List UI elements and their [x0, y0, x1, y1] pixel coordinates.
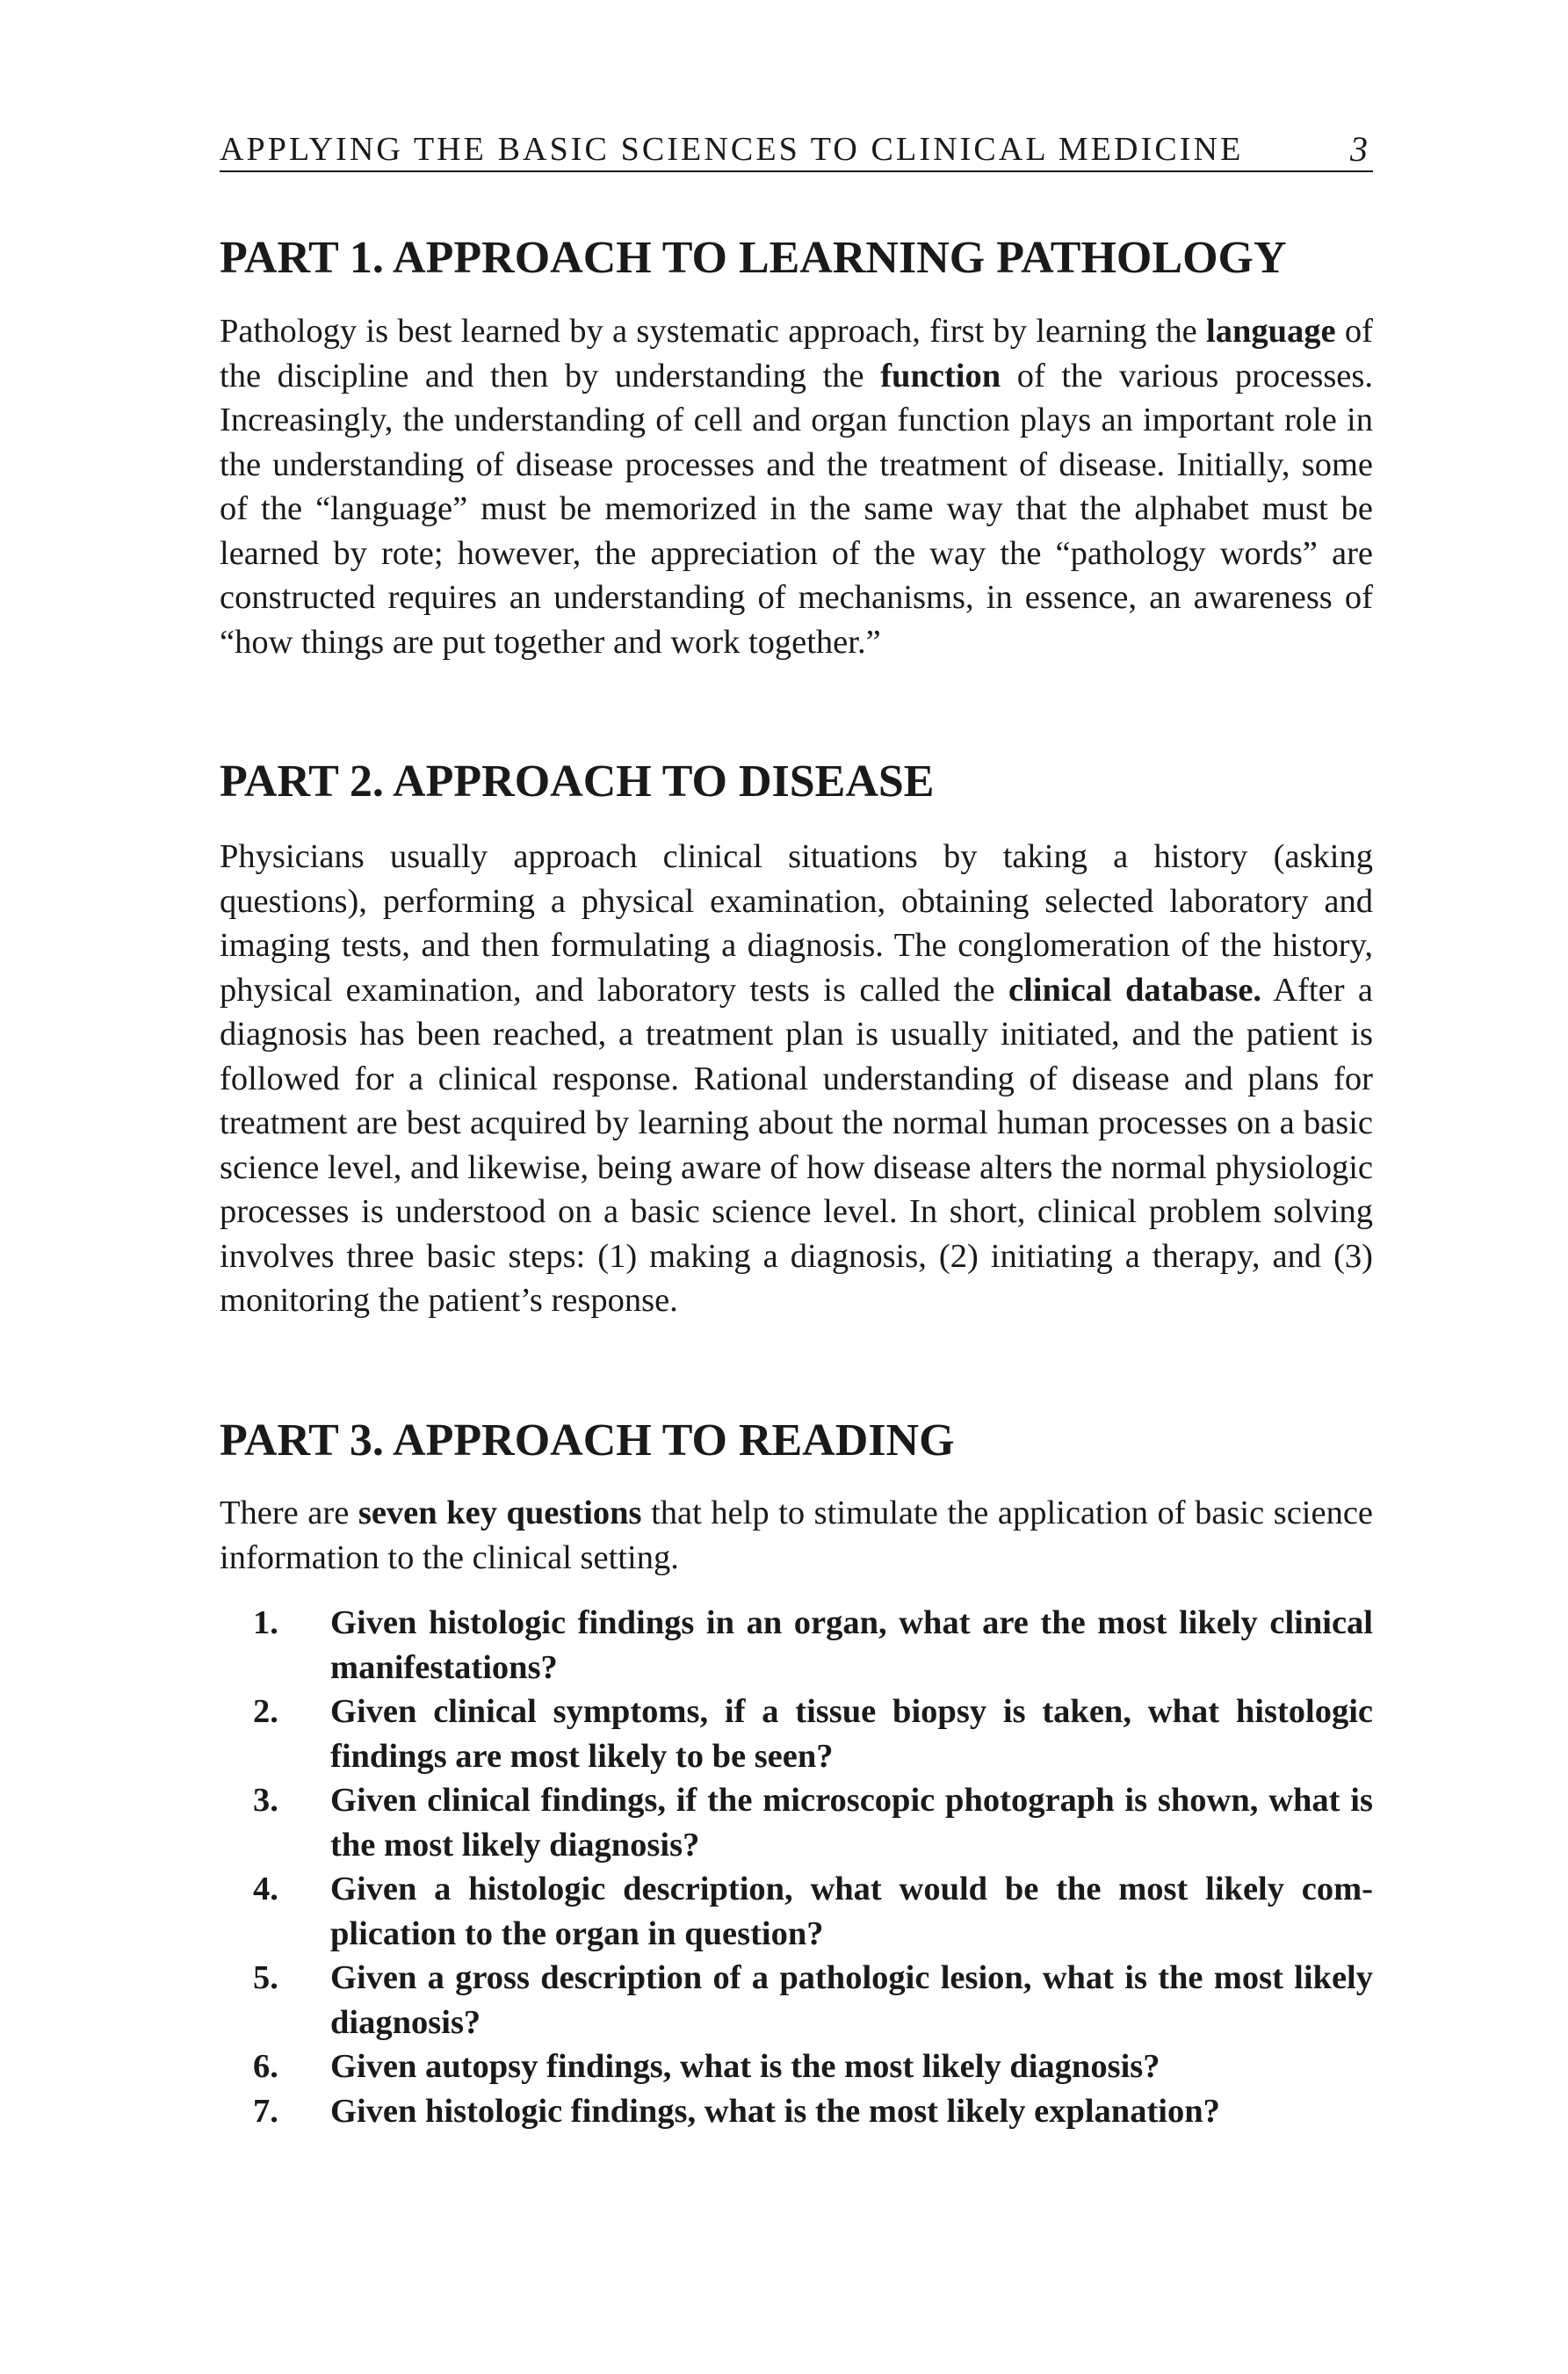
- question-number: 3.: [253, 1782, 278, 1819]
- question-text: Given clinical findings, if the microscopic photograph is shown, what is the most likely diagnosis?: [330, 1782, 1373, 1864]
- part3-paragraph: [220, 1491, 1373, 1580]
- key-questions-list: [220, 1601, 1373, 2133]
- list-item: [220, 1601, 1373, 1690]
- question-text: Given a histologic description, what would be the most likely complication to the organ in question?: [330, 1871, 1373, 1952]
- question-text: Given autopsy findings, what is the most likely diagnosis?: [330, 2048, 1160, 2085]
- part1-paragraph: [220, 309, 1373, 664]
- part2-heading: PART 2. APPROACH TO DISEASE: [220, 756, 935, 807]
- list-item: [220, 2089, 1373, 2134]
- part1-heading: PART 1. APPROACH TO LEARNING PATHOLOGY: [220, 233, 1287, 283]
- question-number: 5.: [253, 1959, 278, 1996]
- part2-paragraph: [220, 835, 1373, 1323]
- question-number: 1.: [253, 1604, 278, 1641]
- part1-text-3: of the various processes. Increasingly, the understanding of cell and organ function plays an important role in the understanding of disease processes and the treatment of disease. Initially, some of the “language” must be memorized in the same way that the alphabet must be learned by rote; however, the appreciation of the way the “pathology words” are constructed requires an understanding of mechanisms, in essence, an awareness of “how things are put together and work together.”: [220, 357, 1373, 661]
- part3-text-1: There are: [220, 1495, 358, 1531]
- list-item: [220, 1778, 1373, 1867]
- part1-text-2: of the discipline and then by understanding the: [220, 313, 1373, 394]
- question-number: 6.: [253, 2048, 278, 2085]
- list-item: [220, 1956, 1373, 2045]
- question-text: Given histologic findings in an organ, what are the most likely clinical manifestations?: [330, 1604, 1373, 1686]
- part3-heading: PART 3. APPROACH TO READING: [220, 1415, 955, 1466]
- term-language: language: [1206, 313, 1336, 350]
- list-item: [220, 2045, 1373, 2089]
- part3-text-2: that help to stimulate the application of basic science information to the clinical setting.: [220, 1495, 1373, 1576]
- question-text: Given a gross description of a pathologic lesion, what is the most likely diagnosis?: [330, 1959, 1373, 2041]
- part2-text-1: Physicians usually approach clinical situations by taking a history (asking questions), performing a physical examination, obtaining selected laboratory and imaging tests, and then formulating a diagnosis. The conglomeration of the history, physical examination, and laboratory tests is called the: [220, 838, 1373, 1009]
- running-head-title: APPLYING THE BASIC SCIENCES TO CLINICAL MEDICINE: [220, 131, 1244, 168]
- running-head: [220, 128, 1373, 172]
- term-function: function: [880, 357, 1001, 394]
- question-text: Given histologic findings, what is the most likely explanation?: [330, 2092, 1220, 2130]
- question-number: 2.: [253, 1693, 278, 1730]
- list-item: [220, 1690, 1373, 1778]
- part1-text-1: Pathology is best learned by a systematic approach, first by learning the: [220, 313, 1207, 350]
- term-clinical-database: clinical database.: [1008, 971, 1262, 1009]
- page-number: 3: [1350, 129, 1368, 169]
- question-number: 7.: [253, 2092, 278, 2130]
- question-text: Given clinical symptoms, if a tissue biopsy is taken, what histologic findings are most likely to be seen?: [330, 1693, 1373, 1775]
- question-number: 4.: [253, 1871, 278, 1907]
- part2-text-2: After a diagnosis has been reached, a treatment plan is usually initiated, and the patient is followed for a clinical response. Rational understanding of disease and plans for treatment are best acquired by learning about the normal human processes on a basic science level, and likewise, being aware of how disease alters the normal physiologic processes is understood on a basic science level. In short, clinical problem solving involves three basic steps: (1) making a diagnosis, (2) initiating a therapy, and (3) monitoring the patient’s response.: [220, 971, 1373, 1319]
- list-item: [220, 1867, 1373, 1956]
- term-seven-key-questions: seven key questions: [358, 1495, 642, 1531]
